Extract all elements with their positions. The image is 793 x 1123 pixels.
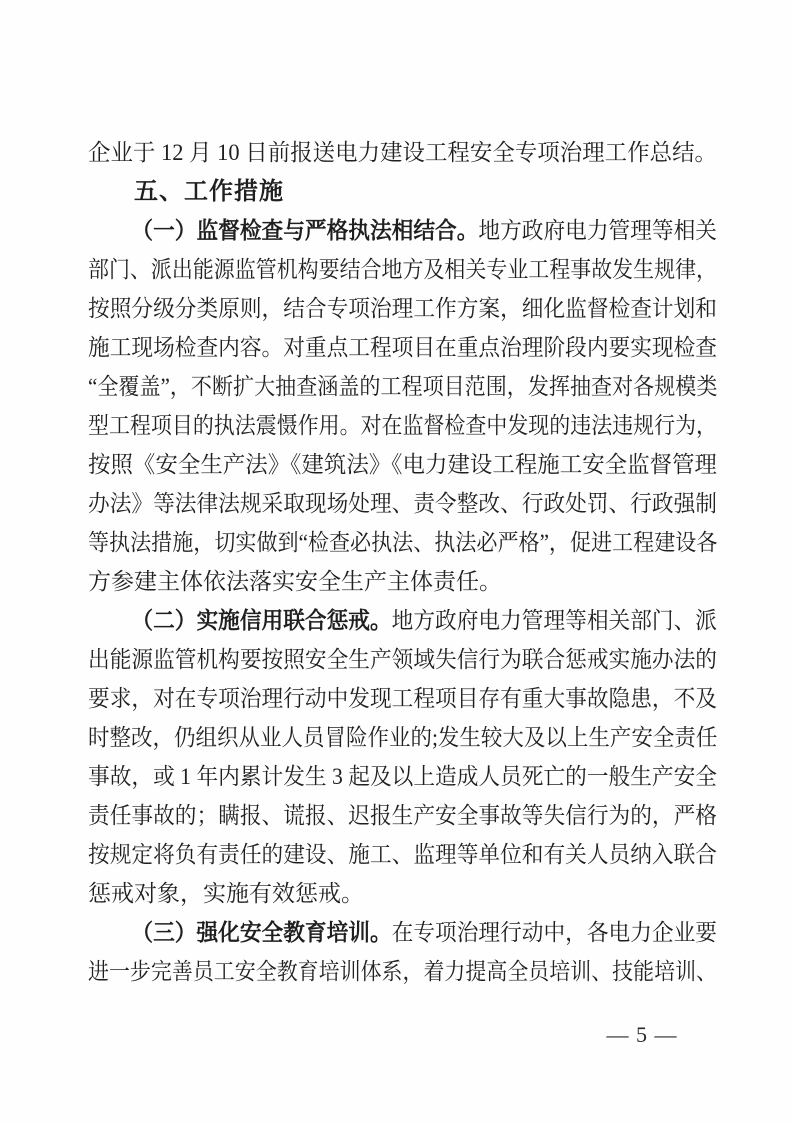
section-heading: 五、工作措施 xyxy=(134,178,284,205)
page-number: — 5 — xyxy=(606,1022,678,1047)
text-line: 等执法措施，切实做到“检查必执法、执法必严格”，促进工程建设各 xyxy=(88,530,718,555)
text-line: 惩戒对象，实施有效惩戒。 xyxy=(88,881,364,906)
text-line: 方参建主体依法落实安全生产主体责任。 xyxy=(88,569,502,594)
text-line: 型工程项目的执法震慑作用。对在监督检查中发现的违法违规行为， xyxy=(88,413,717,438)
text-line: 时整改，仍组织从业人员冒险作业的;发生较大及以上生产安全责任 xyxy=(88,725,718,750)
text-line: 施工现场检查内容。对重点工程项目在重点治理阶段内要实现检查 xyxy=(88,335,717,360)
text-line: （二）实施信用联合惩戒。地方政府电力管理等相关部门、派 xyxy=(131,608,717,633)
text-line: 按照分级分类原则，结合专项治理工作方案，细化监督检查计划和 xyxy=(88,296,717,321)
text-line: 进一步完善员工安全教育培训体系，着力提高全员培训、技能培训、 xyxy=(88,959,717,984)
text-line: 按照《安全生产法》《建筑法》《电力建设工程施工安全监督管理 xyxy=(88,452,717,477)
text-line: 办法》等法律法规采取现场处理、责令整改、行政处罚、行政强制 xyxy=(88,491,717,516)
document-body xyxy=(88,133,717,991)
paragraph-lead: （二）实施信用联合惩戒。 xyxy=(131,608,392,633)
paragraph-lead: （三）强化安全教育培训。 xyxy=(131,920,392,945)
text-line: 出能源监管机构要按照安全生产领域失信行为联合惩戒实施办法的 xyxy=(88,647,717,672)
text-line: “全覆盖”，不断扩大抽查涵盖的工程项目范围，发挥抽查对各规模类 xyxy=(88,374,718,399)
text-line: 部门、派出能源监管机构要结合地方及相关专业工程事故发生规律， xyxy=(88,257,717,282)
text-line: （三）强化安全教育培训。在专项治理行动中，各电力企业要 xyxy=(131,920,717,945)
text-line: 事故，或 1 年内累计发生 3 起及以上造成人员死亡的一般生产安全 xyxy=(88,764,717,789)
text-line: 企业于 12 月 10 日前报送电力建设工程安全专项治理工作总结。 xyxy=(88,140,717,165)
text-line: （一）监督检查与严格执法相结合。地方政府电力管理等相关 xyxy=(131,218,717,243)
text-line: 按规定将负有责任的建设、施工、监理等单位和有关人员纳入联合 xyxy=(88,842,717,867)
paragraph-lead: （一）监督检查与严格执法相结合。 xyxy=(131,218,479,243)
text-line: 责任事故的；瞒报、谎报、迟报生产安全事故等失信行为的，严格 xyxy=(88,803,717,828)
text-line: 要求，对在专项治理行动中发现工程项目存有重大事故隐患，不及 xyxy=(88,686,717,711)
